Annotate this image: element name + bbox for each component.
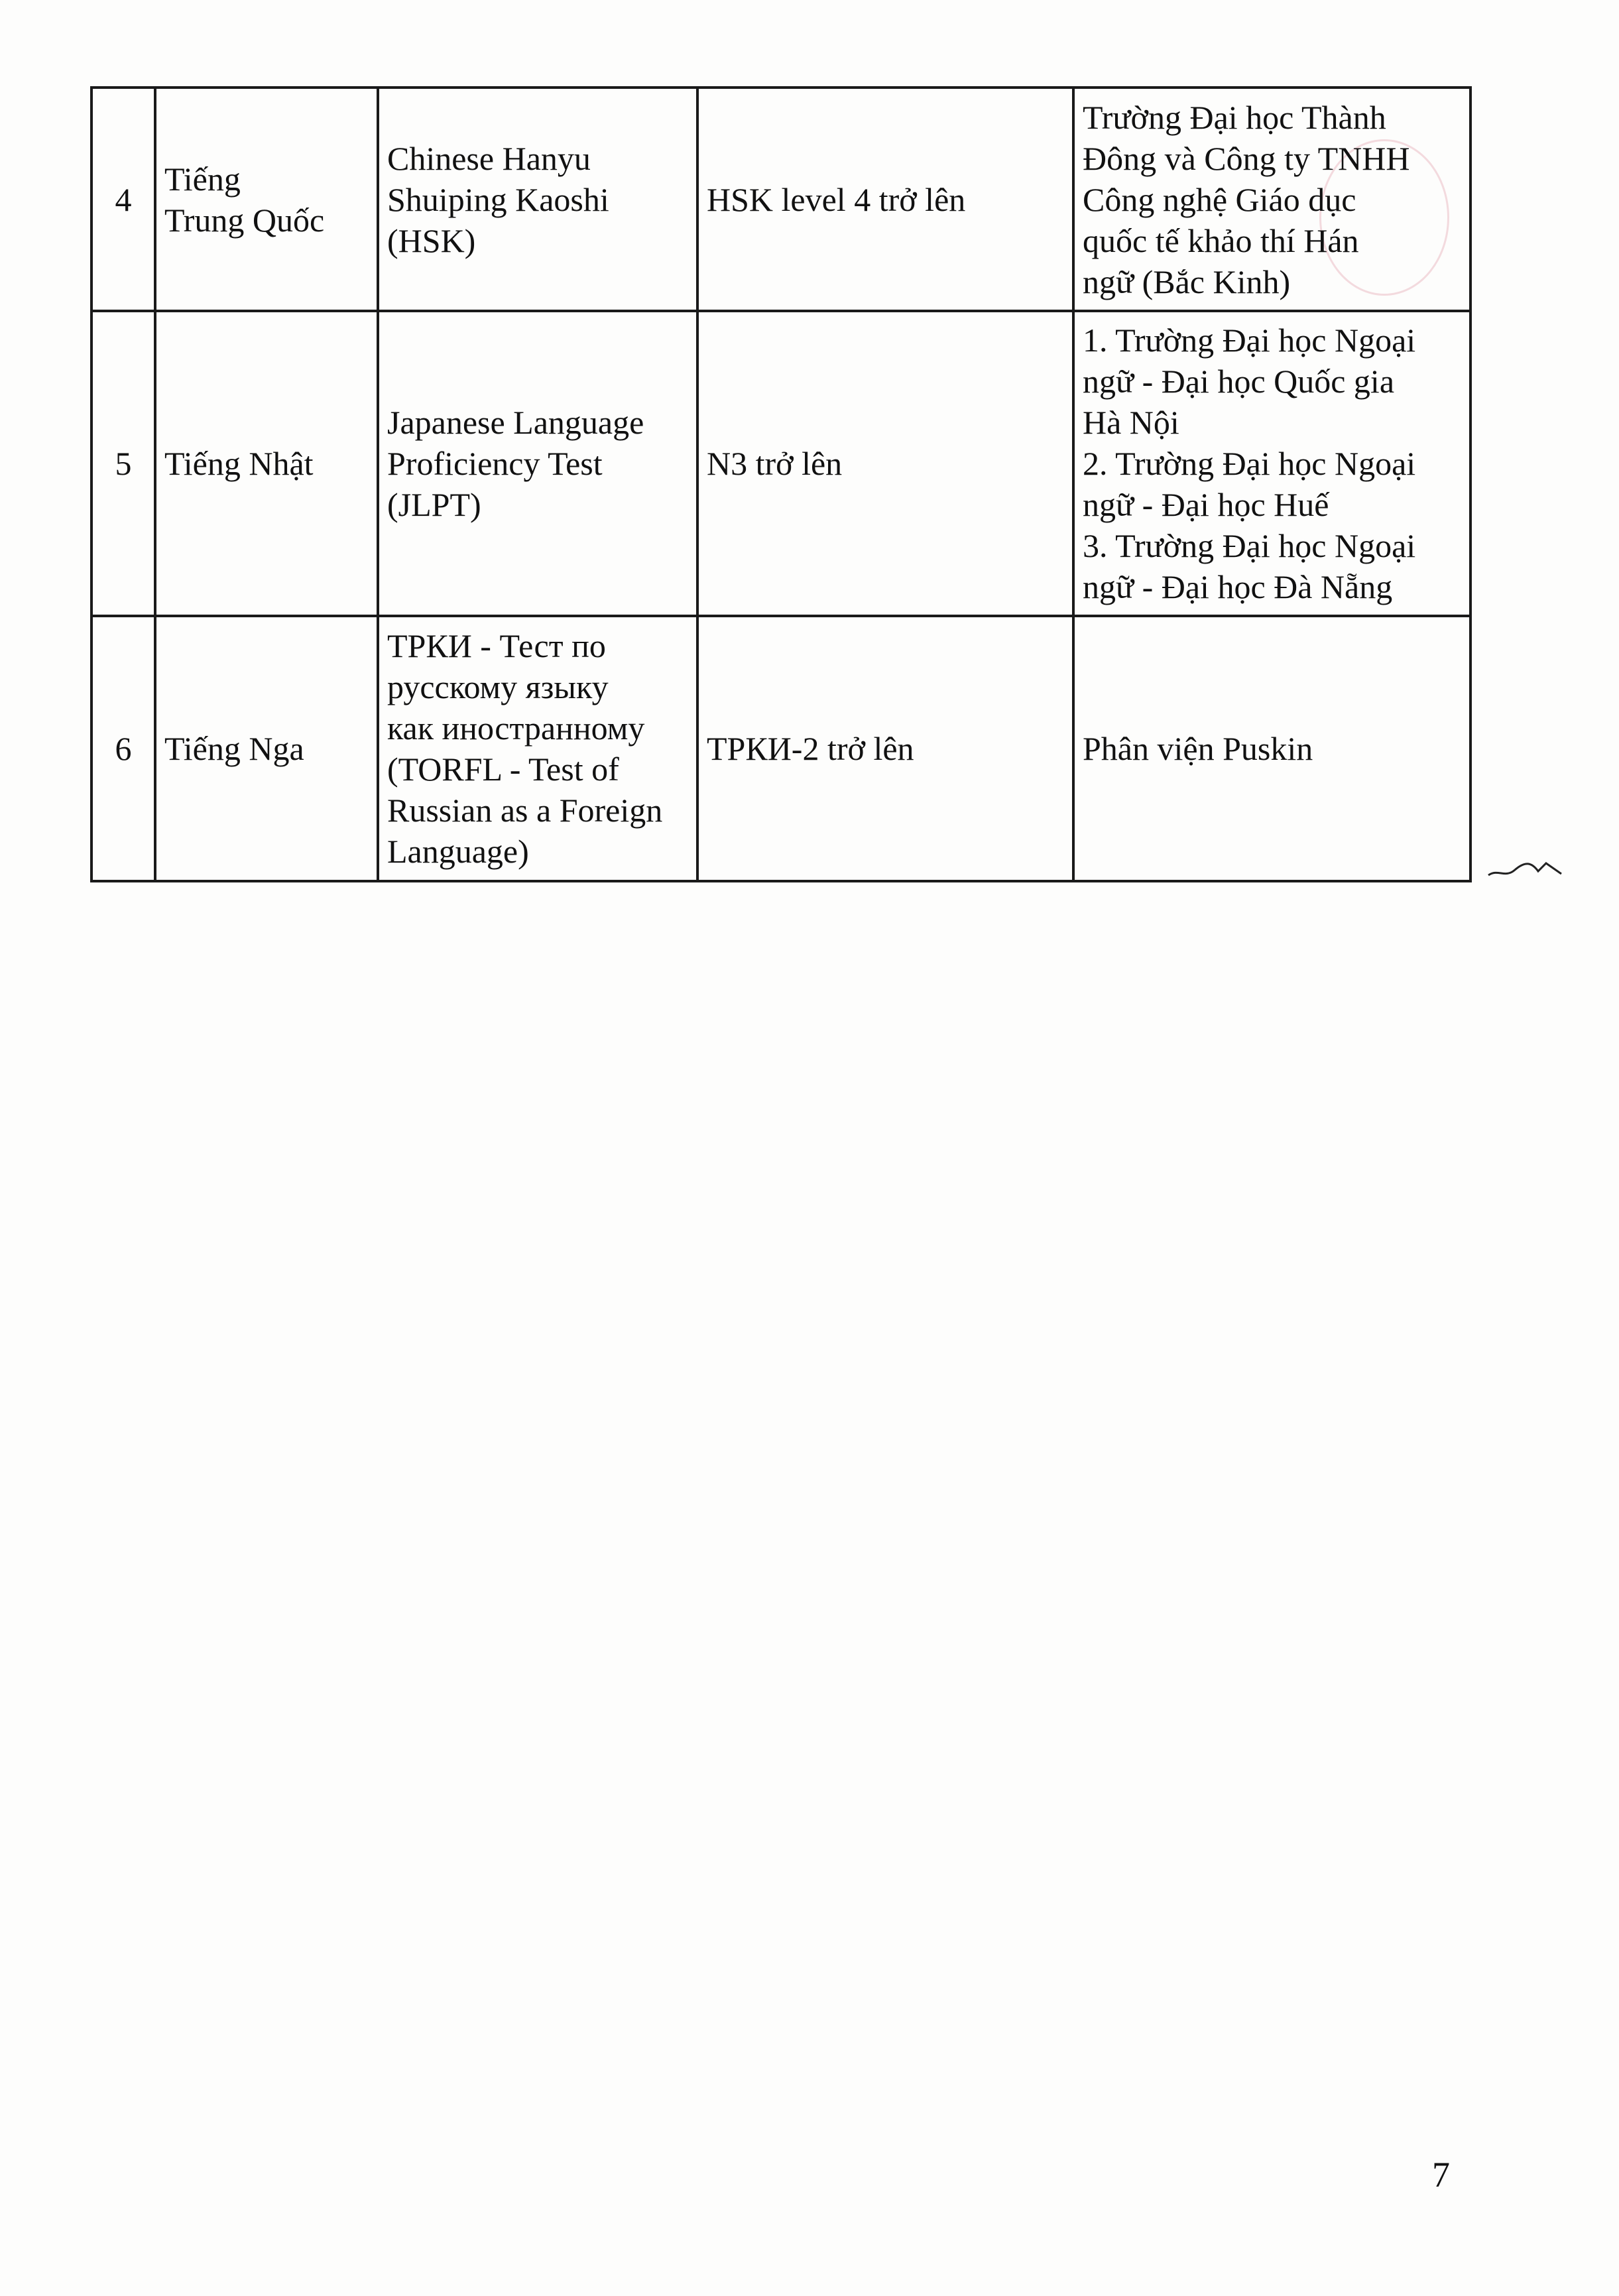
certificate-cell: ТРКИ - Тест по русскому языку как иностранному (TORFL - Test of Russian as a Foreign Language)	[378, 616, 697, 881]
issuer-cell: 1. Trường Đại học Ngoại ngữ - Đại học Quốc gia Hà Nội 2. Trường Đại học Ngoại ngữ - Đại học Huế 3. Trường Đại học Ngoại ngữ - Đại học Đà Nẵng	[1073, 311, 1470, 616]
language-cell: Tiếng Nhật	[155, 311, 378, 616]
level-cell: HSK level 4 trở lên	[697, 88, 1073, 311]
level-cell: N3 trở lên	[697, 311, 1073, 616]
certificate-cell: Chinese Hanyu Shuiping Kaoshi (HSK)	[378, 88, 697, 311]
page-number: 7	[1432, 2155, 1450, 2195]
certificate-cell: Japanese Language Proficiency Test (JLPT)	[378, 311, 697, 616]
table-row	[91, 88, 1470, 311]
certificate-table	[90, 86, 1472, 882]
table-row	[91, 311, 1470, 616]
language-cell: Tiếng Trung Quốc	[155, 88, 378, 311]
language-cell: Tiếng Nga	[155, 616, 378, 881]
row-number: 5	[91, 311, 155, 616]
level-cell: ТРКИ-2 trở lên	[697, 616, 1073, 881]
table-row	[91, 616, 1470, 881]
signature-mark	[1485, 849, 1565, 888]
row-number: 6	[91, 616, 155, 881]
issuer-cell: Trường Đại học Thành Đông và Công ty TNHH Công nghệ Giáo dục quốc tế khảo thí Hán ngữ (Bắc Kinh)	[1073, 88, 1470, 311]
issuer-cell: Phân viện Puskin	[1073, 616, 1470, 881]
row-number: 4	[91, 88, 155, 311]
